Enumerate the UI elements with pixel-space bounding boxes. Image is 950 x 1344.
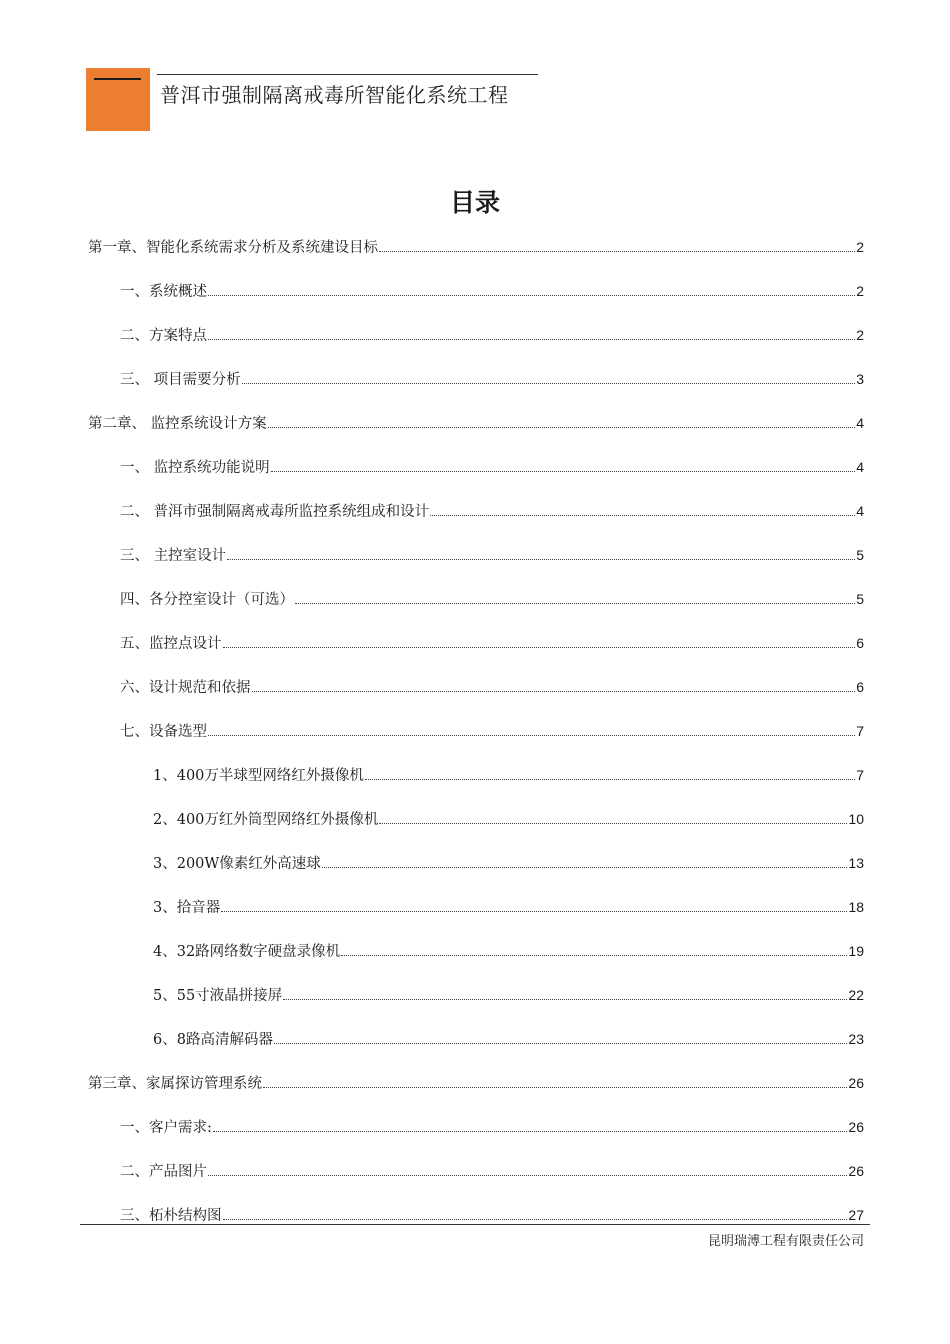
toc-dot-leader [208,295,855,296]
toc-dot-leader [430,515,855,516]
toc-entry-page: 26 [848,1075,864,1091]
toc-entry-page: 6 [856,679,864,695]
toc-entry-title: 四、各分控室设计（可选） [120,592,294,608]
toc-heading: 目录 [449,188,500,217]
toc-entry[interactable] [120,590,864,609]
toc-entry-title: 5、55寸液晶拼接屏 [153,988,283,1004]
toc-entry-title: 3、拾音器 [153,900,221,916]
toc-dot-leader [263,1087,847,1088]
toc-dot-leader [271,471,856,472]
toc-entry-page: 18 [848,899,864,915]
toc-entry[interactable] [153,942,864,961]
toc-entry[interactable] [120,458,864,477]
toc-dot-leader [252,691,856,692]
toc-entry[interactable] [153,766,864,785]
toc-entry[interactable] [120,370,864,389]
toc-entry-title: 三、柘朴结构图 [120,1208,222,1224]
toc-dot-leader [341,955,847,956]
toc-entry-page: 13 [848,855,864,871]
toc-dot-leader [208,339,855,340]
toc-dot-leader [295,603,855,604]
toc-entry[interactable] [120,634,864,653]
footer-company: 昆明瑞溥工程有限责任公司 [707,1234,864,1249]
toc-dot-leader [208,1175,847,1176]
toc-entry-title: 一、 监控系统功能说明 [120,460,270,476]
header-logo-line [94,78,141,80]
toc-entry-page: 2 [856,283,864,299]
toc-entry[interactable] [120,678,864,697]
toc-entry-page: 23 [848,1031,864,1047]
toc-entry-title: 五、监控点设计 [120,636,222,652]
toc-dot-leader [379,823,847,824]
footer-rule [80,1224,870,1225]
toc-dot-leader [283,999,847,1000]
toc-dot-leader [322,867,848,868]
toc-entry[interactable] [120,546,864,565]
toc-entry-title: 第三章、家属探访管理系统 [88,1076,262,1092]
toc-entry[interactable] [88,238,864,257]
toc-entry-page: 26 [848,1163,864,1179]
toc-entry-title: 第二章、 监控系统设计方案 [88,416,267,432]
toc-entry[interactable] [88,1074,864,1093]
toc-dot-leader [242,383,856,384]
toc-dot-leader [221,911,847,912]
toc-entry[interactable] [88,414,864,433]
toc-entry-title: 6、8路高清解码器 [153,1032,273,1048]
toc-entry[interactable] [120,722,864,741]
toc-dot-leader [227,559,855,560]
toc-entry-page: 27 [848,1207,864,1223]
toc-entry-page: 5 [856,547,864,563]
toc-dot-leader [223,647,856,648]
toc-entry-title: 第一章、智能化系统需求分析及系统建设目标 [88,240,378,256]
toc-entry-title: 一、客户需求: [120,1120,212,1136]
toc-entry-page: 6 [856,635,864,651]
toc-entry-page: 26 [848,1119,864,1135]
toc-entry-page: 4 [856,459,864,475]
toc-dot-leader [223,1219,848,1220]
toc-entry-title: 六、设计规范和依据 [120,680,251,696]
toc-dot-leader [213,1131,848,1132]
toc-entry[interactable] [120,1206,864,1225]
toc-entry-page: 4 [856,415,864,431]
toc-entry-title: 2、400万红外筒型网络红外摄像机 [153,812,379,828]
toc-entry-title: 3、200W像素红外高速球 [153,856,321,872]
toc-entry[interactable] [153,986,864,1005]
toc-entry-page: 10 [848,811,864,827]
toc-entry-title: 二、 普洱市强制隔离戒毒所监控系统组成和设计 [120,504,430,520]
toc-entry-title: 三、 主控室设计 [120,548,227,564]
toc-dot-leader [379,251,855,252]
toc-entry[interactable] [120,1162,864,1181]
toc-entry-title: 三、 项目需要分析 [120,372,241,388]
toc-dot-leader [208,735,855,736]
toc-dot-leader [268,427,856,428]
toc-entry-page: 7 [856,723,864,739]
toc-entry[interactable] [120,282,864,301]
toc-entry-title: 二、产品图片 [120,1164,207,1180]
toc-entry-title: 二、方案特点 [120,328,207,344]
toc-entry[interactable] [153,898,864,917]
toc-entry[interactable] [153,1030,864,1049]
toc-entry-title: 七、设备选型 [120,724,207,740]
toc-entry[interactable] [153,810,864,829]
toc-entry-page: 4 [856,503,864,519]
toc-entry-page: 5 [856,591,864,607]
toc-entry-page: 2 [856,239,864,255]
toc-entry-page: 2 [856,327,864,343]
toc-entry-title: 4、32路网络数字硬盘录像机 [153,944,341,960]
toc-entry[interactable] [120,502,864,521]
document-header-title: 普洱市强制隔离戒毒所智能化系统工程 [160,83,509,107]
toc-entry[interactable] [120,1118,864,1137]
toc-entry[interactable] [120,326,864,345]
toc-entry-page: 3 [856,371,864,387]
toc-entry[interactable] [153,854,864,873]
toc-entry-title: 一、系统概述 [120,284,207,300]
toc-dot-leader [274,1043,847,1044]
toc-entry-page: 19 [848,943,864,959]
header-rule [157,74,538,75]
toc-entry-title: 1、400万半球型网络红外摄像机 [153,768,364,784]
toc-entry-page: 22 [848,987,864,1003]
toc-entry-page: 7 [856,767,864,783]
toc-dot-leader [365,779,855,780]
